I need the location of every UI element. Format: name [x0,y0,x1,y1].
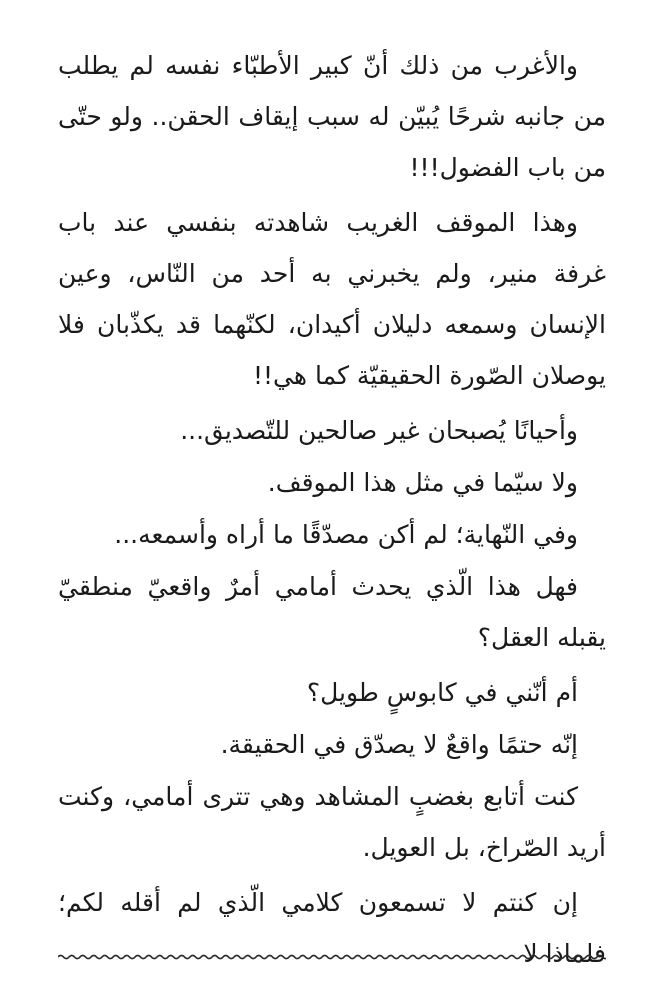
wavy-divider [58,948,606,966]
paragraph-5: وفي النّهاية؛ لم أكن مصدّقًا ما أراه وأسمعه... [114,520,578,549]
paragraph-3: وأحيانًا يُصبحان غير صالحين للتّصديق... [180,416,578,445]
paragraph-1: والأغرب من ذلك أنّ كبير الأطبّاء نفسه لم يطلب من جانبه شرحًا يُبيّن له سبب إيقاف الحقن.. ولو حتّى من باب الفضول!!! [58,51,606,182]
page-body [58,40,606,983]
paragraph-10: إن كنتم لا تسمعون كلامي الّذي لم أقله لكم؛ فلماذا لا [58,888,606,968]
paragraph-8: إنّه حتمًا واقعٌ لا يصدّق في الحقيقة. [220,730,578,759]
paragraph-4: ولا سيّما في مثل هذا الموقف. [267,468,578,497]
paragraph-7: أم أنّني في كابوسٍ طويل؟ [306,678,578,707]
paragraph-9: كنت أتابع بغضبٍ المشاهد وهي تترى أمامي، وكنت أريد الصّراخ، بل العويل. [58,782,606,862]
paragraph-6: فهل هذا الّذي يحدث أمامي أمرٌ واقعيّ منطقيّ يقبله العقل؟ [58,572,606,652]
paragraph-2: وهذا الموقف الغريب شاهدته بنفسي عند باب غرفة منير، ولم يخبرني به أحد من النّاس، وعين الإنسان وسمعه دليلان أكيدان، لكنّهما قد يكذّبان فلا يوصلان الصّورة الحقيقيّة كما هي!! [58,208,606,390]
